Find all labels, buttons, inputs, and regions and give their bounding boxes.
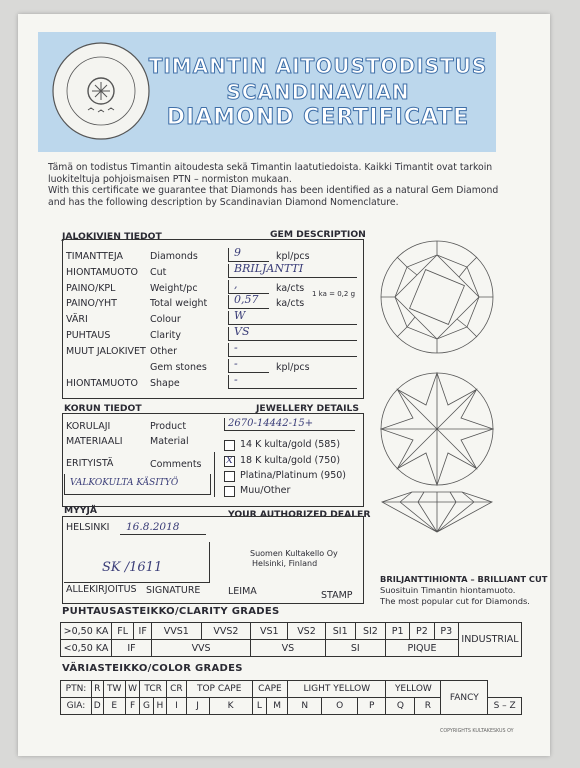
color-cell: O — [322, 698, 358, 715]
clarity-cell: P1 — [386, 623, 410, 640]
gem-value: - — [234, 373, 238, 386]
brilliant-cut-title: BRILJANTTIHIONTA – BRILLIANT CUT — [380, 574, 548, 584]
intro-line-3: With this certificate we guarantee that Diamonds has been identified as a natural Gem Diamond — [48, 185, 499, 196]
clarity-cell: IF — [112, 640, 152, 657]
certificate-header — [38, 32, 496, 152]
options-divider — [214, 452, 215, 497]
color-cell: Q — [386, 698, 415, 715]
intro-text — [48, 162, 518, 208]
gem-unit: ka/cts — [276, 283, 305, 294]
gem-label-fi: TIMANTTEJA — [66, 251, 123, 262]
gem-label-en: Total weight — [150, 298, 208, 309]
color-cell: K — [209, 698, 252, 715]
gia-label: GIA: — [61, 698, 92, 715]
comments-label-en: Comments — [150, 459, 202, 470]
color-cell: F — [125, 698, 139, 715]
clarity-cell: FL — [112, 623, 134, 640]
clarity-cell: IF — [134, 623, 152, 640]
color-cell: S – Z — [488, 698, 522, 715]
color-cell: I — [167, 698, 187, 715]
clarity-cell: VVS — [152, 640, 251, 657]
material-check-mark: x — [226, 452, 233, 466]
product-value: 2670-14442-15+ — [228, 418, 314, 429]
gem-value-field — [228, 311, 357, 325]
gem-value: - — [234, 341, 238, 354]
material-checkbox[interactable] — [224, 471, 235, 482]
color-row-ptn — [61, 681, 522, 698]
gem-label-en: Diamonds — [150, 251, 198, 262]
gem-unit: ka/cts — [276, 298, 305, 309]
certificate-title-en: DIAMOND CERTIFICATE — [166, 105, 470, 130]
gem-label-fi: HIONTAMUOTO — [66, 378, 139, 389]
special-label-fi: ERITYISTÄ — [66, 458, 114, 469]
material-option-label: Muu/Other — [240, 485, 291, 496]
color-cell: N — [288, 698, 322, 715]
color-cell: D — [92, 698, 104, 715]
intro-line-1: Tämä on todistus Timantin aitoudesta sekä Timantin laatutiedoista. Kaikki Timantit ovat tarkoin — [48, 162, 493, 173]
color-cell: R — [92, 681, 104, 698]
gem-value: 9 — [234, 246, 241, 259]
gem-value: W — [234, 309, 246, 322]
clarity-cell: VVS2 — [201, 623, 251, 640]
gem-label-en: Gem stones — [150, 362, 207, 373]
carat-note: 1 ka = 0,2 g — [312, 290, 356, 298]
gem-heading-en: GEM DESCRIPTION — [270, 229, 366, 240]
gem-label-en: Colour — [150, 314, 181, 325]
gem-label-fi: HIONTAMUOTO — [66, 267, 139, 278]
gem-unit: kpl/pcs — [276, 362, 310, 373]
clarity-cell: VVS1 — [152, 623, 202, 640]
jewellery-heading-en: JEWELLERY DETAILS — [256, 403, 359, 414]
clarity-cell: SI — [325, 640, 385, 657]
gem-label-fi: VÄRI — [66, 314, 88, 325]
color-cell: H — [153, 698, 166, 715]
certificate-title-scandinavian: SCANDINAVIAN — [226, 80, 410, 104]
color-cell: P — [358, 698, 386, 715]
gem-value: , — [234, 278, 238, 291]
date-value: 16.8.2018 — [126, 521, 180, 533]
color-cell: TOP CAPE — [186, 681, 252, 698]
clarity-title: PUHTAUSASTEIKKO/CLARITY GRADES — [62, 606, 280, 617]
copyright: COPYRIGHTS KULTAKESKUS OY — [440, 729, 514, 734]
color-cell: W — [125, 681, 139, 698]
gem-label-fi: MUUT JALOKIVET — [66, 346, 146, 357]
color-cell: TCR — [140, 681, 167, 698]
clarity-industrial: INDUSTRIAL — [459, 623, 522, 657]
clarity-row-label: <0,50 KA — [61, 640, 112, 657]
intro-line-2: luokiteltuja pohjoismaisen PTN – normiston mukaan. — [48, 173, 292, 185]
color-cell: CAPE — [252, 681, 288, 698]
stamp-line-2: Helsinki, Finland — [252, 559, 318, 568]
color-cell: YELLOW — [386, 681, 441, 698]
gem-label-en: Cut — [150, 267, 167, 278]
color-cell: TW — [103, 681, 125, 698]
color-cell: M — [267, 698, 288, 715]
color-grades-table — [60, 680, 522, 715]
clarity-cell: VS — [251, 640, 325, 657]
jewellery-heading-fi: KORUN TIEDOT — [64, 403, 142, 414]
diamond-top-view-diagram — [378, 238, 496, 356]
product-label-fi: KORULAJI — [66, 421, 111, 432]
clarity-row-small — [61, 640, 522, 657]
dealer-city: HELSINKI — [66, 522, 110, 533]
stamp-label-en: STAMP — [321, 590, 353, 601]
clarity-grades-table — [60, 622, 522, 657]
brilliant-cut-en: The most popular cut for Diamonds. — [380, 596, 530, 606]
clarity-row-large — [61, 623, 522, 640]
dealer-heading-fi: MYYJÄ — [64, 505, 97, 516]
material-option-label: 14 K kulta/gold (585) — [240, 439, 341, 450]
gem-label-en: Other — [150, 346, 177, 357]
color-cell: J — [186, 698, 209, 715]
gem-label-fi: PAINO/YHT — [66, 298, 117, 309]
clarity-cell: SI2 — [355, 623, 385, 640]
gem-label-fi: PUHTAUS — [66, 330, 111, 341]
gem-value-field — [228, 375, 357, 389]
signature-value: SK /1611 — [102, 560, 163, 575]
product-label-en: Product — [150, 421, 187, 432]
diamond-bottom-view-diagram — [378, 370, 496, 488]
gem-label-en: Clarity — [150, 330, 181, 341]
gem-value-field — [228, 343, 357, 357]
material-label-fi: MATERIAALI — [66, 436, 123, 447]
color-cell: E — [103, 698, 125, 715]
gem-heading-fi: JALOKIVIEN TIEDOT — [62, 231, 162, 242]
material-option-label: Platina/Platinum (950) — [240, 470, 347, 481]
gem-value: - — [234, 357, 238, 370]
color-cell: R — [415, 698, 441, 715]
color-title: VÄRIASTEIKKO/COLOR GRADES — [62, 663, 243, 674]
color-cell: L — [252, 698, 266, 715]
material-label-en: Material — [150, 436, 189, 447]
gem-value: 0,57 — [234, 293, 259, 306]
gem-unit: kpl/pcs — [276, 251, 310, 262]
clarity-cell: P3 — [434, 623, 458, 640]
seal-logo — [48, 38, 154, 144]
stamp-label-fi: LEIMA — [228, 586, 257, 597]
gem-value: BRILJANTTI — [234, 262, 304, 275]
ptn-label: PTN: — [61, 681, 92, 698]
material-checkbox[interactable] — [224, 486, 235, 497]
material-checkbox[interactable] — [224, 440, 235, 451]
clarity-cell: VS2 — [288, 623, 325, 640]
stamp-line-1: Suomen Kultakello Oy — [250, 549, 338, 558]
certificate-title-fi: TIMANTIN AITOUSTODISTUS — [148, 54, 488, 78]
intro-line-4: and has the following description by Scandinavian Diamond Nomenclature. — [48, 196, 399, 208]
clarity-cell: PIQUE — [386, 640, 459, 657]
comments-value: VALKOKULTA KÄSITYÖ — [70, 478, 179, 488]
diamond-side-view-diagram — [378, 490, 496, 534]
color-cell: CR — [167, 681, 187, 698]
clarity-row-label: >0,50 KA — [61, 623, 112, 640]
color-fancy: FANCY — [441, 681, 488, 715]
gem-label-en: Weight/pc — [150, 283, 198, 294]
color-cell: LIGHT YELLOW — [288, 681, 386, 698]
clarity-cell: SI1 — [325, 623, 355, 640]
gem-label-en: Shape — [150, 378, 180, 389]
signature-label-en: SIGNATURE — [146, 585, 201, 596]
clarity-cell: VS1 — [251, 623, 288, 640]
clarity-cell: P2 — [410, 623, 434, 640]
gem-label-fi: PAINO/KPL — [66, 283, 116, 294]
color-cell: G — [140, 698, 154, 715]
material-option-label: 18 K kulta/gold (750) — [240, 455, 341, 466]
signature-label-fi: ALLEKIRJOITUS — [66, 584, 137, 595]
brilliant-cut-fi: Suosituin Timantin hiontamuoto. — [380, 585, 516, 595]
gem-value: VS — [234, 325, 250, 338]
dealer-heading-en: YOUR AUTHORIZED DEALER — [228, 509, 371, 520]
